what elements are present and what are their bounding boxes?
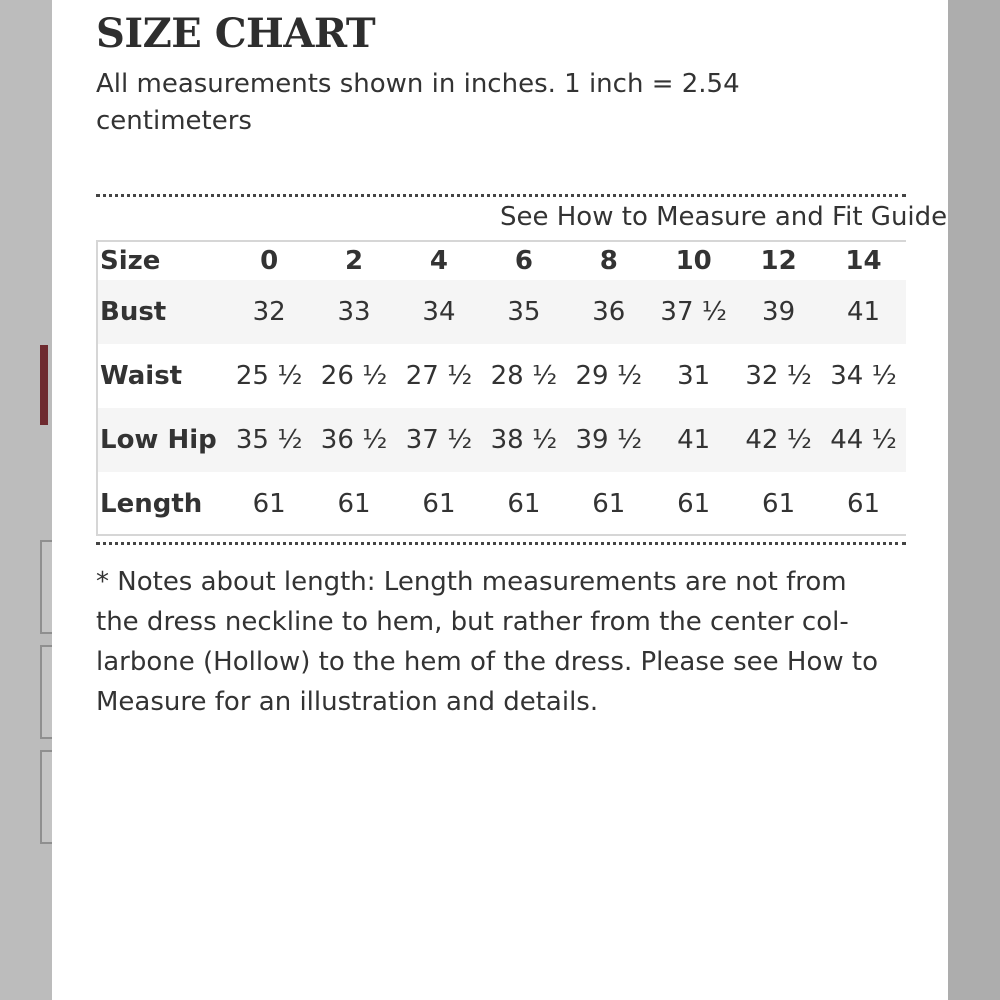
table-cell: 34 bbox=[422, 297, 456, 327]
table-cell: 28 ½ bbox=[490, 361, 558, 391]
table-cell: 41 bbox=[846, 297, 881, 327]
size-header-row bbox=[98, 242, 906, 280]
dotted-divider-top bbox=[96, 194, 906, 197]
table-cell: 37 ½ bbox=[405, 425, 473, 455]
row-label: Waist bbox=[100, 361, 183, 391]
table-cell: 42 ½ bbox=[745, 425, 812, 455]
table-row-bust bbox=[98, 280, 906, 344]
size-header-cell: 0 bbox=[260, 246, 279, 276]
table-cell: 31 bbox=[677, 361, 711, 391]
table-cell: 61 bbox=[592, 489, 626, 519]
length-notes: * Notes about length: Length measurements are not from the dress neckline to hem, but rather from the center col- larbone (Hollow) to the hem of the dress. Please see How to Measure for an illustration and details. bbox=[96, 567, 879, 717]
table-cell: 41 bbox=[677, 425, 711, 455]
size-table bbox=[98, 242, 906, 536]
table-cell: 36 ½ bbox=[320, 425, 388, 455]
table-cell: 61 bbox=[677, 489, 711, 519]
size-header-cell: 6 bbox=[514, 246, 533, 276]
table-cell: 34 ½ bbox=[830, 361, 897, 391]
size-header-cell: 8 bbox=[599, 246, 618, 276]
table-cell: 61 bbox=[337, 489, 371, 519]
table-cell: 39 ½ bbox=[575, 425, 643, 455]
table-cell: 61 bbox=[422, 489, 456, 519]
table-cell: 44 ½ bbox=[830, 425, 897, 455]
size-header-cell: 12 bbox=[760, 246, 797, 276]
table-cell: 61 bbox=[846, 489, 881, 519]
table-cell: 26 ½ bbox=[320, 361, 388, 391]
table-cell: 38 ½ bbox=[490, 425, 558, 455]
table-cell: 37 ½ bbox=[660, 297, 727, 327]
table-row-length bbox=[98, 472, 906, 536]
how-to-measure-link[interactable]: See How to Measure and Fit Guide bbox=[500, 202, 948, 232]
background-accent-bar bbox=[40, 345, 48, 425]
table-cell: 61 bbox=[762, 489, 796, 519]
row-label: Bust bbox=[100, 297, 167, 327]
measurement-units-note: All measurements shown in inches. 1 inch = 2.54 centimeters bbox=[96, 69, 740, 136]
table-cell: 35 bbox=[507, 297, 541, 327]
size-chart-modal bbox=[52, 0, 948, 1000]
table-cell: 32 ½ bbox=[745, 361, 812, 391]
table-cell: 61 bbox=[507, 489, 541, 519]
size-header-cell: 14 bbox=[845, 246, 882, 276]
table-cell: 27 ½ bbox=[405, 361, 473, 391]
row-label: Low Hip bbox=[100, 425, 217, 455]
size-header-cell: 4 bbox=[429, 246, 449, 276]
table-cell: 25 ½ bbox=[235, 361, 303, 391]
table-cell: 39 bbox=[762, 297, 796, 327]
table-cell: 33 bbox=[337, 297, 371, 327]
size-header-cell: 2 bbox=[345, 246, 364, 276]
size-table-container[interactable] bbox=[96, 240, 906, 536]
size-header-cell: 10 bbox=[675, 246, 712, 276]
row-label: Length bbox=[100, 489, 203, 519]
size-header-label: Size bbox=[100, 246, 161, 276]
dotted-divider-bottom bbox=[96, 542, 906, 545]
table-cell: 61 bbox=[252, 489, 286, 519]
table-row-waist bbox=[98, 344, 906, 408]
size-chart-title: SIZE CHART bbox=[96, 10, 376, 57]
table-cell: 35 ½ bbox=[235, 425, 303, 455]
table-row-low-hip bbox=[98, 408, 906, 472]
table-cell: 32 bbox=[252, 297, 286, 327]
background-right-rail bbox=[948, 0, 1000, 1000]
table-cell: 36 bbox=[592, 297, 626, 327]
table-cell: 29 ½ bbox=[575, 361, 643, 391]
